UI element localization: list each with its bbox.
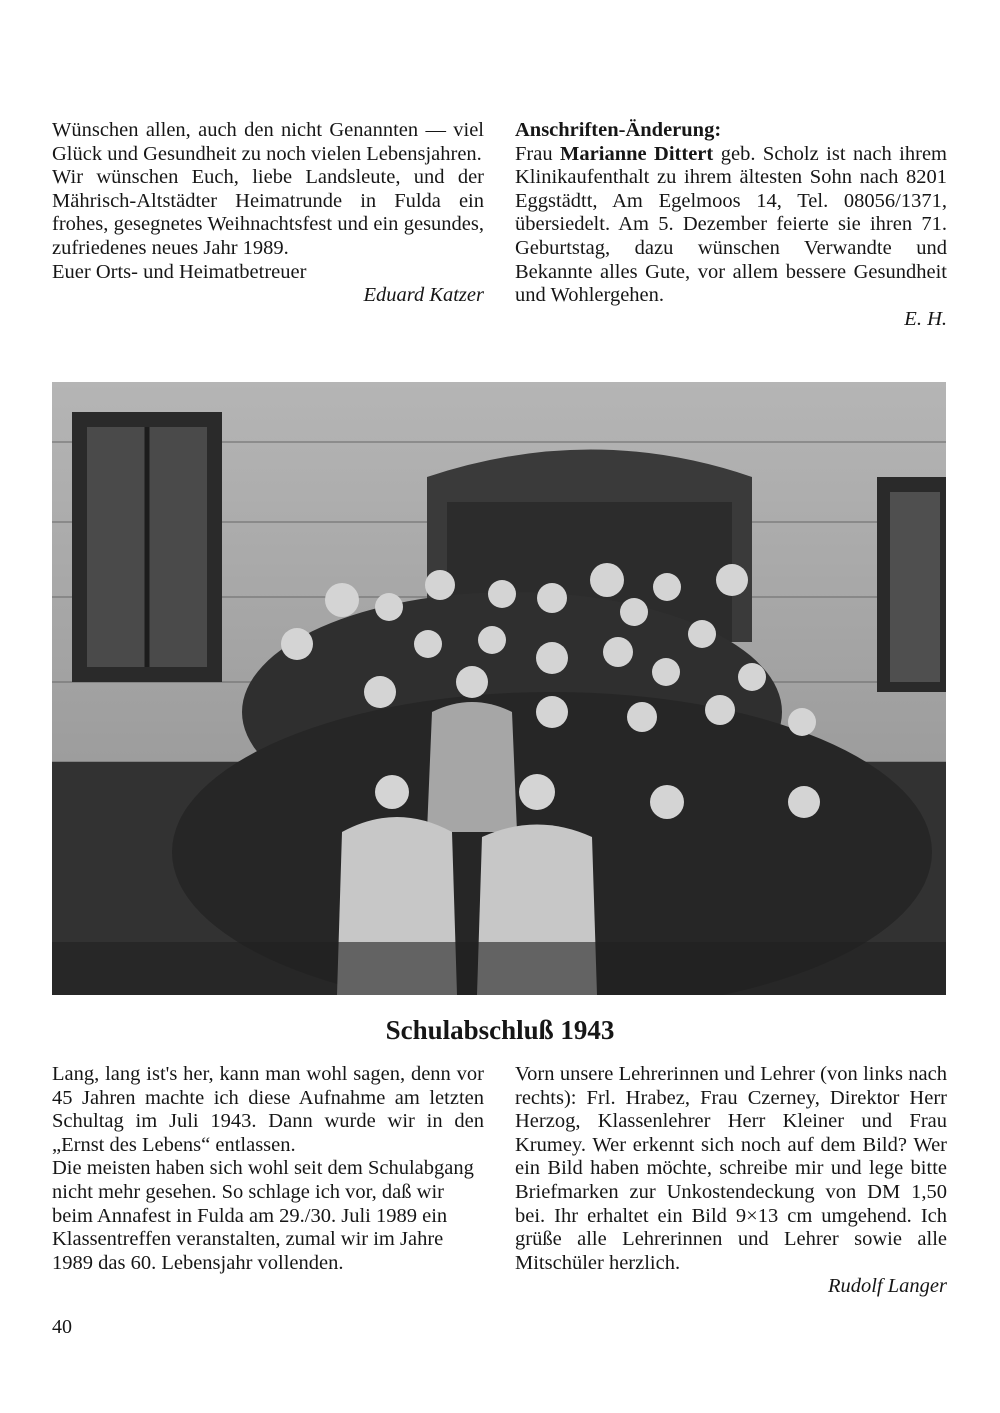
- address-change-intro: Frau: [515, 142, 561, 165]
- article-left-column: [52, 1063, 484, 1275]
- address-change-heading: Anschriften-Änderung:: [515, 119, 722, 141]
- greeting-signature: Eduard Katzer: [363, 284, 484, 307]
- article-right-column: [515, 1063, 947, 1299]
- greeting-paragraph-3: Euer Orts- und Heimatbetreuer: [52, 260, 307, 283]
- article-title: Schulabschluß 1943: [385, 1015, 615, 1045]
- address-change-paragraph: [515, 143, 947, 308]
- address-change-body: geb. Scholz ist nach ihrem Klinikaufenthalt zu ihrem ältesten Sohn nach 8201 Eggstädtt, Am Egelmoos 14, Tel. 08056/1371, übersiedelt. Am 5. Dezember feierte sie ihren 71. Geburtstag, dazu wünschen Verwandte und Bekannte alles Gute, vor allem bessere Gesundheit und Wohlergehen.: [515, 142, 947, 307]
- greeting-column: [52, 119, 484, 308]
- greeting-paragraph-1: Wünschen allen, auch den nicht Genannten — viel Glück und Gesundheit zu noch vielen Lebensjahren.: [52, 119, 484, 165]
- address-change-person-name: Marianne Dittert: [560, 142, 714, 165]
- page-number: 40: [52, 1316, 72, 1338]
- greeting-paragraph-2: Wir wünschen Euch, liebe Landsleute, und der Mährisch-Altstädter Heimatrunde in Fulda ein frohes, gesegnetes Weihnachtsfest und ein gesundes, zufriedenes neues Jahr 1989.: [52, 166, 484, 259]
- article-paragraph-2: Die meisten haben sich wohl seit dem Schulabgang nicht mehr gesehen. So schlage ich vor, daß wir beim Annafest in Fulda am 29./30. Juli 1989 ein Klassentreffen veranstalten, zumal wir im Jahre 1989 das 60. Lebensjahr vollenden.: [52, 1157, 474, 1274]
- article-paragraph-1: Lang, lang ist's her, kann man wohl sagen, denn vor 45 Jahren machte ich diese Aufnahme am letzten Schultag im Juli 1943. Dann wurde wir in den „Ernst des Lebens“ entlassen.: [52, 1063, 484, 1156]
- class-photo-image: [52, 382, 946, 995]
- address-change-column: [515, 119, 947, 331]
- address-change-signature: E. H.: [904, 307, 947, 330]
- article-paragraph-3: Vorn unsere Lehrerinnen und Lehrer (von links nach rechts): Frl. Hrabez, Frau Czerney, Direktor Herr Herzog, Klassenlehrer Herr Kleiner und Frau Krumey. Wer erkennt sich noch auf dem Bild? Wer ein Bild haben möchte, schreibe mir und lege bitte Briefmarken zur Unkostendeckung von DM 1,50 bei. Ihr erhaltet ein Bild 9×13 cm umgehend. Ich grüße alle Lehrerinnen und Lehrer sowie alle Mitschüler herzlich.: [515, 1063, 947, 1274]
- article-signature: Rudolf Langer: [827, 1275, 947, 1298]
- class-photo: [52, 382, 946, 995]
